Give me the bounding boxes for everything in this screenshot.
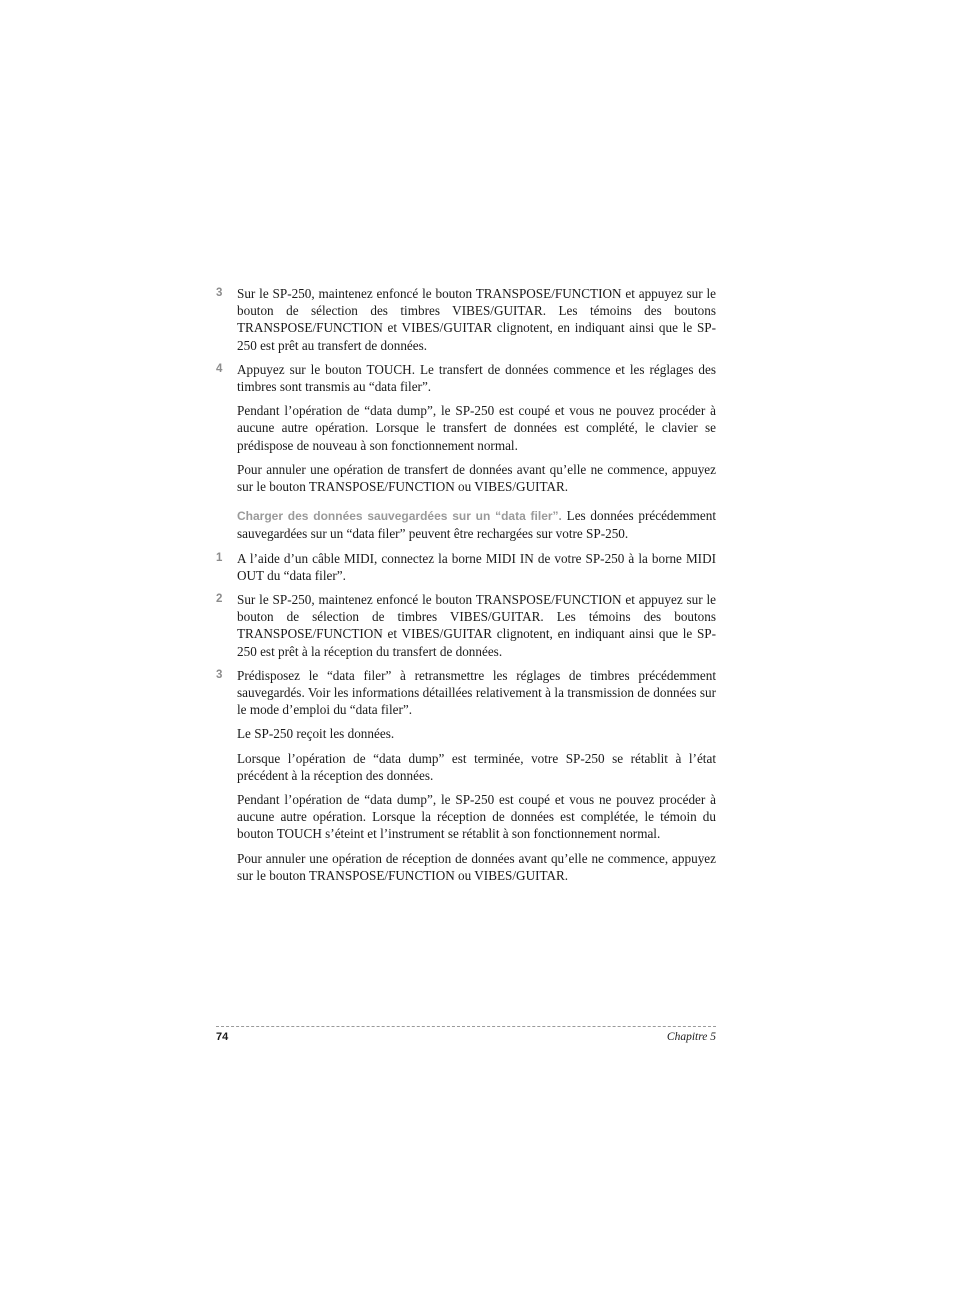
paragraph-cancel-transfer: Pour annuler une opération de transfert de données avant qu’elle ne commence, appuyez sur le bouton TRANSPOSE/FUNCTION ou VIBES/GUITAR.: [237, 461, 716, 495]
page-number: 74: [216, 1031, 229, 1043]
footer-divider: [216, 1026, 716, 1027]
step-number: 4: [216, 362, 223, 375]
step-number: 3: [216, 668, 223, 681]
page-body: [216, 285, 716, 891]
step-text: Appuyez sur le bouton TOUCH. Le transfert de données commence et les réglages des timbres sont transmis au “data filer”.: [237, 361, 716, 395]
list-item-step-2-load: [216, 591, 716, 660]
paragraph-dump-done: Lorsque l’opération de “data dump” est terminée, votre SP-250 se rétablit à l’état précédent à la réception des données.: [237, 750, 716, 783]
list-item-step-4-transfer: [216, 361, 716, 395]
step-number: 1: [216, 551, 223, 564]
list-item-step-1-load: [216, 550, 716, 584]
step-text: A l’aide d’un câble MIDI, connectez la borne MIDI IN de votre SP-250 à la borne MIDI OUT du “data filer”.: [237, 550, 716, 583]
list-item-step-3-transfer: [216, 285, 716, 354]
step-text: Sur le SP-250, maintenez enfoncé le bouton TRANSPOSE/FUNCTION et appuyez sur le bouton de sélection des timbres VIBES/GUITAR. Les témoins des boutons TRANSPOSE/FUNCTION et VIBES/GUITAR clignotent, en indiquant ainsi que le SP-250 est prêt au transfert de données.: [237, 286, 716, 353]
step-number: 2: [216, 593, 223, 606]
paragraph-dump-receive: Pendant l’opération de “data dump”, le SP-250 est coupé et vous ne pouvez procéder à aucune autre opération. Lorsque la réception de données est complétée, le témoin du bouton TOUCH s’éteint et l’instrument se rétablit à son fonctionnement normal.: [237, 792, 716, 842]
section-load-intro: [216, 507, 716, 542]
paragraph-cancel-receive: Pour annuler une opération de réception de données avant qu’elle ne commence, appuyez sur le bouton TRANSPOSE/FUNCTION ou VIBES/GUITAR.: [237, 850, 716, 883]
section-load-text: Les données précédemment sauvegardées sur un “data filer” peuvent être rechargées sur votre SP-250.: [237, 508, 716, 542]
paragraph-dump-transfer: Pendant l’opération de “data dump”, le SP-250 est coupé et vous ne pouvez procéder à aucune autre opération. Lorsque le transfert de données est complété, le clavier se prédispose de nouveau à son fonctionnement normal.: [237, 403, 716, 453]
paragraph-receive: Le SP-250 reçoit les données.: [237, 726, 395, 742]
list-item-step-3-load: [216, 667, 716, 719]
chapter-label: Chapitre 5: [666, 1031, 716, 1043]
section-heading-load: Charger des données sauvegardées sur un “data filer”.: [237, 509, 562, 524]
step-text: Prédisposez le “data filer” à retransmettre les réglages de timbres précédemment sauvegardés. Voir les informations détaillées relativement à la transmission de données sur le mode d’emploi du “data filer”.: [237, 667, 716, 718]
step-number: 3: [216, 287, 223, 299]
step-text: Sur le SP-250, maintenez enfoncé le bouton TRANSPOSE/FUNCTION et appuyez sur le bouton de sélection de timbres VIBES/GUITAR. Les témoins des boutons TRANSPOSE/FUNCTION et VIBES/GUITAR clignotent, en indiquant ainsi que le SP-250 est prêt à la réception du transfert de données.: [237, 592, 716, 659]
